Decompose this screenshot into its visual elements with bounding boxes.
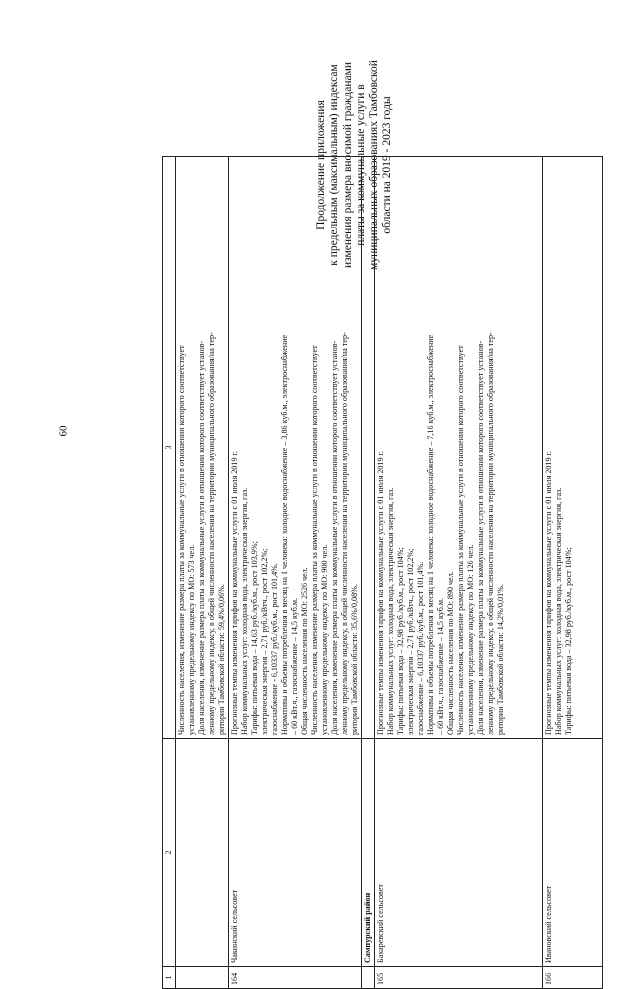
row-number-cell: 166 xyxy=(543,967,603,989)
table-row xyxy=(375,157,543,989)
detail-line: установленному предельному индексу по МО: 900 чел. xyxy=(320,544,329,735)
detail-line: Доля населения, изменение размера платы за коммунальные услуги в отношении которого соответствует установ- xyxy=(330,340,339,735)
detail-line: Численность населения, изменение размера платы за коммунальные услуги в отношении которого соответствует xyxy=(456,345,465,735)
row-details-cell xyxy=(375,157,543,739)
detail-line: Нормативы и объемы потребления в месяц на 1 человека: холодное водоснабжение – 3,86 куб.м., электроснабжение xyxy=(280,334,289,735)
detail-line: Доля населения, изменение размера платы за коммунальные услуги в отношении которого соответствует установ- xyxy=(476,340,485,735)
detail-line: Доля населения, изменение размера платы за коммунальные услуги в отношении которого соответствует установ- xyxy=(197,340,206,735)
detail-line: ритории Тамбовской области: 35,6%/0,08%. xyxy=(350,584,359,735)
table-row xyxy=(543,157,603,989)
district-row xyxy=(362,157,375,989)
detail-line: ленному предельному индексу, в общей численности населения на территории муниципального образования/на тер- xyxy=(486,332,495,735)
detail-line: – 60 кВт.ч., газоснабжение – 14,5 куб.м. xyxy=(290,597,299,735)
row-details-cell xyxy=(176,157,229,739)
detail-line: газоснабжение – 6,10337 руб./куб.м., рост 101,4%. xyxy=(416,561,425,735)
detail-line: Набор коммунальных услуг: холодная вода, электрическая энергия, газ. xyxy=(240,487,249,735)
detail-line: Прогнозные темпы изменения тарифов на коммунальные услуги с 01 июля 2019 г. xyxy=(544,451,553,735)
row-number-cell: 165 xyxy=(375,967,543,989)
row-name-cell: Чакинский сельсовет xyxy=(229,739,362,967)
indices-table-container xyxy=(162,157,574,989)
row-number-cell xyxy=(362,967,375,989)
table-row xyxy=(229,157,362,989)
detail-line: Набор коммунальных услуг: холодная вода, электрическая энергия, газ. xyxy=(386,487,395,735)
heading-line: изменения размера вносимой гражданами xyxy=(341,61,354,269)
row-name-cell: Ивановский сельсовет xyxy=(543,739,603,967)
detail-line: Тарифы: питьевая вода – 32,98 руб./куб.м., рост 104%; xyxy=(396,547,405,735)
detail-line: Прогнозные темпы изменения тарифов на коммунальные услуги с 01 июля 2019 г. xyxy=(230,451,239,735)
detail-line: Тарифы: питьевая вода – 32,98 руб./куб.м., рост 104%; xyxy=(564,547,573,735)
row-name-cell xyxy=(176,739,229,967)
detail-line: установленному предельному индексу по МО: 126 чел. xyxy=(466,544,475,735)
heading-line: к предельным (максимальным) индексам xyxy=(328,64,341,266)
heading-line: муниципальных образованиях Тамбовской xyxy=(368,60,381,270)
header-cell: 3 xyxy=(163,157,176,739)
heading-line: области на 2019 - 2023 годы xyxy=(381,96,394,234)
detail-line: ленному предельному индексу, в общей численности населения на территории муниципального образования/на тер- xyxy=(207,332,216,735)
detail-line: Нормативы и объемы потребления в месяц на 1 человека: холодное водоснабжение – 7,16 куб.м., электроснабжение xyxy=(426,334,435,735)
row-number-cell: 164 xyxy=(229,967,362,989)
detail-line: Прогнозные темпы изменения тарифов на коммунальные услуги с 01 июля 2019 г. xyxy=(376,451,385,735)
heading-line: платы за коммунальные услуги в xyxy=(355,84,367,246)
detail-line: – 60 кВт.ч., газоснабжение – 14,5 куб.м. xyxy=(436,597,445,735)
detail-line: Общая численность населения по МО: 2526 чел. xyxy=(300,567,309,735)
row-number-cell xyxy=(176,967,229,989)
detail-line: Численность населения, изменение размера платы за коммунальные услуги в отношении которого соответствует xyxy=(177,345,186,735)
detail-line: Тарифы: питьевая вода – 14,63 руб./куб.м., рост 103,9%; xyxy=(250,541,259,735)
detail-line: Набор коммунальных услуг: холодная вода, электрическая энергия, газ. xyxy=(554,487,563,735)
header-cell: 1 xyxy=(163,967,176,989)
header-cell: 2 xyxy=(163,739,176,967)
detail-line: ленному предельному индексу, в общей численности населения на территории муниципального образования/на тер- xyxy=(340,332,349,735)
detail-line: электрическая энергия – 2,71 руб./кВтч., рост 102,2%; xyxy=(406,548,415,735)
indices-table xyxy=(162,156,603,989)
district-name-cell: Сампурский район xyxy=(362,739,375,967)
row-details-cell xyxy=(543,157,603,739)
row-name-cell: Бахаревский сельсовет xyxy=(375,739,543,967)
detail-line: газоснабжение - 6,10337 руб./куб.м., рост 101,4%. xyxy=(270,563,279,735)
row-details-cell xyxy=(229,157,362,739)
detail-line: Численность населения, изменение размера платы за коммунальные услуги в отношении которого соответствует xyxy=(310,345,319,735)
table-row xyxy=(176,157,229,989)
table-header-row xyxy=(163,157,176,989)
page-number: 60 xyxy=(57,425,70,437)
detail-line: установленному предельному индексу по МО: 573 чел. xyxy=(187,544,196,735)
detail-line: ритории Тамбовской области: 59,4%/0,06%. xyxy=(217,584,226,735)
detail-line: электрическая энергия – 2,71 руб./кВтч., рост 102,2%; xyxy=(260,548,269,735)
detail-line: ритории Тамбовской области: 14,2%/0,01%. xyxy=(496,584,505,735)
row-details-cell xyxy=(362,157,375,739)
detail-line: Общая численность населения по МО: 890 чел. xyxy=(446,571,455,735)
heading-line: Продолжение приложения xyxy=(315,100,328,230)
